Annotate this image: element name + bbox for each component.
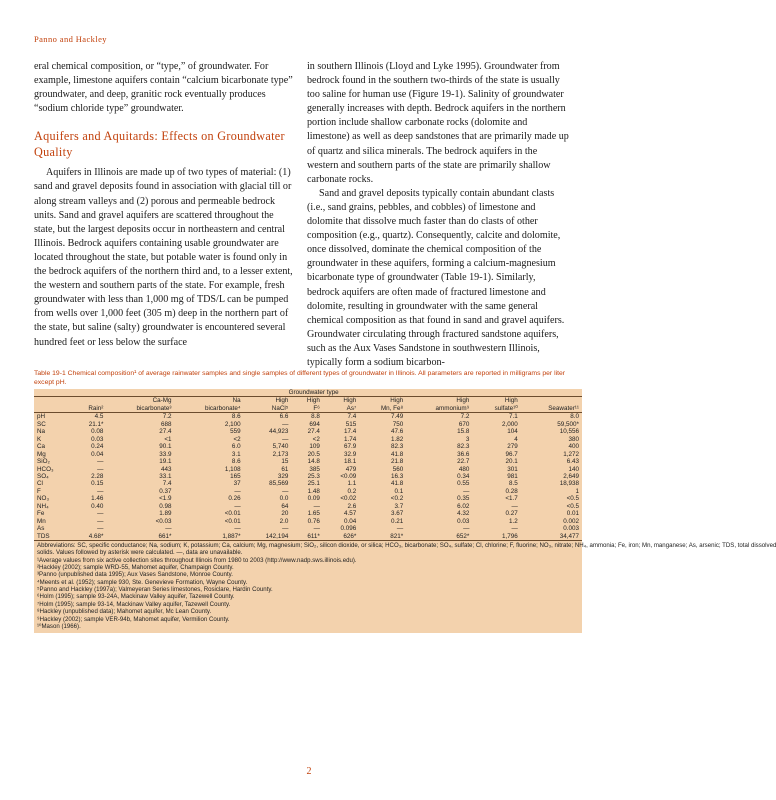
table-cell: 10,556 <box>559 428 579 436</box>
table-cell: 2.0 <box>279 517 289 525</box>
table-cell: 1,108 <box>224 465 241 473</box>
row-parameter: Fe <box>37 510 45 518</box>
table-cell: 109 <box>309 443 320 451</box>
table-cell: 67.9 <box>344 443 357 451</box>
table-cell: 18.1 <box>344 458 357 466</box>
table-cell: 2.6 <box>347 502 357 510</box>
table-cell: 6.0 <box>231 443 241 451</box>
table-cell: 0.08 <box>91 428 104 436</box>
table-cell: 6.02 <box>457 502 470 510</box>
table-cell: 7.1 <box>509 413 518 421</box>
table-cell: 15.8 <box>457 428 470 436</box>
table-cell: 2,100 <box>224 420 241 428</box>
table-cell: 6.43 <box>566 458 579 466</box>
table-cell: 20.5 <box>307 450 320 458</box>
table-cell: 33.9 <box>159 450 172 458</box>
table-note: ⁹Hackley (2002); sample VER-94b, Mahomet aquifer, Vermilion County. <box>37 615 230 623</box>
table-cell: 0.2 <box>347 487 357 495</box>
table-cell: 1,272 <box>563 450 579 458</box>
table-row <box>34 421 582 428</box>
table-cell: 36.6 <box>457 450 470 458</box>
table-cell: 4.32 <box>457 510 470 518</box>
row-parameter: pH <box>37 413 46 421</box>
table-cell: 0.37 <box>159 487 172 495</box>
table-cell: 479 <box>345 465 357 473</box>
table-cell: 443 <box>161 465 172 473</box>
table-cell: 165 <box>230 472 241 480</box>
table-cell: 1.46 <box>91 495 104 503</box>
table-cell: 33.1 <box>159 472 172 480</box>
table-cell: 82.3 <box>390 443 404 451</box>
table-cell: 400 <box>568 443 579 451</box>
row-parameter: SO₄ <box>37 472 49 480</box>
table-cell: 0.98 <box>159 502 172 510</box>
column-header: High <box>504 397 518 405</box>
table-cell: 7.2 <box>460 413 470 421</box>
table-cell: 2.28 <box>91 472 104 480</box>
column-header: Na <box>232 397 241 405</box>
table-cell: — <box>313 525 320 533</box>
header-row-1 <box>34 397 582 405</box>
table-row <box>34 533 582 541</box>
table-cell: 47.6 <box>390 428 404 436</box>
table-cell: — <box>396 525 404 533</box>
table-cell: 0.003 <box>563 525 579 533</box>
column-header: High <box>343 397 357 405</box>
table-cell: <1.7 <box>505 495 518 503</box>
table-cell: 652* <box>406 533 472 541</box>
table-cell: — <box>97 487 104 495</box>
table-cell: <0.01 <box>224 510 241 518</box>
table-cell: — <box>97 510 104 518</box>
section-heading: Aquifers and Aquitards: Effects on Groundwater Quality <box>34 129 285 160</box>
table-cell: 32.9 <box>344 450 357 458</box>
table-cell: 626* <box>323 533 359 541</box>
table-cell: 0.002 <box>563 517 579 525</box>
right-paragraph-2: Sand and gravel deposits typically contain abundant clasts (i.e., sand grains, pebbles, and cobbles) of limestone and dolomite that dissolve much faster than do clasts of other composition (e.g., quartz). Consequently, calcite and dolomite, once dissolved, dominate the chemical composition of the groundwater in these aquifers, forming a calcium-magnesium bicarbonate type of groundwater (Table 19-1). Similarly, bedrock aquifers are often made of fractured limestone and dolomite, resulting in groundwater with the same general chemical composition as that found in sand and gravel aquifers. Groundwater circulating through fractured sandstone aquifers, such as the Aux Vases Sandstone in southwestern Illinois, typically form a sodium bicarbon- <box>307 187 565 368</box>
table-row <box>34 458 582 465</box>
table-cell: 611* <box>291 533 322 541</box>
running-head: Panno and Hackley <box>34 34 107 44</box>
table-cell: 750 <box>392 420 404 428</box>
table-cell: 515 <box>345 420 357 428</box>
table-cell: 0.76 <box>307 517 320 525</box>
table-cell: 25.1 <box>307 480 320 488</box>
group-header: Groundwater type <box>106 389 520 397</box>
table-cell: 3.67 <box>390 510 404 518</box>
table-cell: <0.09 <box>340 472 357 480</box>
table-cell: 18,938 <box>559 480 579 488</box>
table-cell: 0.01 <box>566 510 579 518</box>
column-header: As⁷ <box>323 405 359 413</box>
table-cell: 385 <box>309 465 320 473</box>
table-note: ¹⁰Mason (1966). <box>37 622 81 630</box>
column-header: Rain² <box>71 405 106 413</box>
table-cell: 142,194 <box>244 533 292 541</box>
table-row <box>34 488 582 495</box>
table-cell: 3.7 <box>394 502 404 510</box>
table-cell: 7.4 <box>347 413 357 421</box>
table-cell: 5,740 <box>272 443 289 451</box>
table-cell: 0.40 <box>91 502 104 510</box>
table-cell: 1.48 <box>307 487 320 495</box>
table-cell: 104 <box>507 428 518 436</box>
table-notes <box>34 541 776 633</box>
table-cell: 559 <box>230 428 241 436</box>
table-cell: 3.1 <box>231 450 241 458</box>
group-header-row <box>34 389 582 397</box>
column-header: High <box>275 397 289 405</box>
table-cell: 0.03 <box>91 435 104 443</box>
table-row <box>34 451 582 458</box>
table-cell: 560 <box>392 465 404 473</box>
row-parameter: Mg <box>37 450 46 458</box>
table-cell: 41.8 <box>390 480 404 488</box>
table-cell: 1.2 <box>509 517 518 525</box>
table-cell: — <box>165 525 172 533</box>
table-note: ⁸Hackley (unpublished data); Mahomet aquifer, Mc Lean County. <box>37 608 212 616</box>
table-note: ⁵Panno and Hackley (1997a); Valmeyeran Series limestones, Rosiclare, Hardin County. <box>37 586 273 594</box>
table-cell: <1.9 <box>159 495 172 503</box>
table-cell: <2 <box>312 435 320 443</box>
table-cell: 21.1* <box>88 420 104 428</box>
table-cell: <0.02 <box>340 495 357 503</box>
table-cell: 4.57 <box>344 510 357 518</box>
table-cell: 0.0 <box>279 495 289 503</box>
table-cell: 821* <box>359 533 406 541</box>
table-cell: 0.15 <box>91 480 104 488</box>
table-cell: 1.1 <box>347 480 357 488</box>
table-cell: 688 <box>161 420 172 428</box>
table-cell: — <box>97 458 104 466</box>
table-cell: 0.03 <box>457 517 470 525</box>
table-cell: — <box>511 502 518 510</box>
table-cell: 20 <box>281 510 289 518</box>
row-parameter: NO₃ <box>37 495 50 503</box>
column-header: sulfate¹⁰ <box>472 405 520 413</box>
row-parameter: Na <box>37 428 46 436</box>
table-cell: 37 <box>233 480 241 488</box>
table-cell: 140 <box>568 465 579 473</box>
row-parameter: HCO₃ <box>37 465 54 473</box>
table-cell: 0.35 <box>457 495 470 503</box>
table-rows <box>34 413 582 541</box>
table-cell: 14.8 <box>307 458 320 466</box>
table-cell: — <box>282 435 289 443</box>
column-header: Ca-Mg <box>152 397 172 405</box>
table-cell: 694 <box>309 420 320 428</box>
table-row <box>34 510 582 517</box>
table-note: Abbreviations: SC, specific conductance; Na, sodium; K, potassium; Ca, calcium; Mg, magnesium; SiO₂, silicon dioxide, or silica; HCO₃, bicarbonate; SO₄, sulfate; Cl, chlorine; F, fluorine; NO₃, nitrate; NH₄, ammonia; Fe, iron; Mn, manganese; As, arsenic; TDS, total dissolved <box>37 542 776 550</box>
column-header: High <box>306 397 320 405</box>
table-cell: <0.5 <box>566 502 579 510</box>
table-cell: 0.1 <box>394 487 404 495</box>
table-note: ⁷Holm (1995); sample 93-14, Mackinaw Valley aquifer, Tazewell County. <box>37 600 231 608</box>
table-row <box>34 466 582 473</box>
row-parameter: Cl <box>37 480 43 488</box>
table-cell: 0.21 <box>390 517 404 525</box>
table-cell: — <box>463 525 470 533</box>
table-cell: 19.1 <box>159 458 172 466</box>
row-parameter: SC <box>37 420 46 428</box>
column-header: ammonium⁹ <box>406 405 472 413</box>
table-cell: <1 <box>164 435 172 443</box>
table-cell: 27.4 <box>307 428 320 436</box>
row-parameter: Mn <box>37 517 46 525</box>
table-cell: 90.1 <box>159 443 172 451</box>
data-table <box>34 389 582 541</box>
table-cell: 44,923 <box>269 428 289 436</box>
table-note: ³Panno (unpublished data 1995); Aux Vases Sandstone, Monroe County. <box>37 571 233 579</box>
left-paragraph-2: Aquifers in Illinois are made up of two types of material: (1) sand and gravel deposits found in association with glacial till or along stream valleys and (2) porous and permeable bedrock units. Sand and gravel aquifers are scattered throughout the state, but the largest deposits occur in northeastern and central Illinois. Bedrock aquifers containing usable groundwater are located throughout the state, but potable water is found only in the bedrock aquifers of the northern third and, to a lesser extent, the western and southern parts of the state. For example, fresh groundwater with less than 1,000 mg of TDS/L can be pumped from wells over 1,000 feet (305 m) deep in the northern part of the state, but saline (salty) groundwater is encountered several hundred feet or less below the surface <box>34 167 293 348</box>
table-cell: 2,649 <box>563 472 579 480</box>
table-cell: 0.09 <box>307 495 320 503</box>
table-cell: 670 <box>458 420 470 428</box>
table-cell: 1.65 <box>307 510 320 518</box>
table-cell: 0.04 <box>91 450 104 458</box>
table-row <box>34 473 582 480</box>
table-cell: — <box>97 465 104 473</box>
row-parameter: NH₄ <box>37 502 49 510</box>
table-cell: 27.4 <box>159 428 172 436</box>
table-note: ²Hackley (2002); sample WRD-55, Mahomet aquifer, Champaign County. <box>37 564 234 572</box>
table-cell: 3 <box>465 435 470 443</box>
table-cell: 59,500* <box>557 420 579 428</box>
table-cell: <0.5 <box>566 495 579 503</box>
column-header: bicarbonate⁴ <box>175 405 244 413</box>
table-body-panel <box>34 389 776 633</box>
table-cell: — <box>282 420 289 428</box>
table-note: ⁶Holm (1995); sample 93-24A, Mackinaw Valley aquifer, Tazewell County. <box>37 593 235 601</box>
table-cell: 981 <box>507 472 518 480</box>
table-cell: 8.6 <box>231 413 241 421</box>
table-row <box>34 495 582 502</box>
page-number: 2 <box>306 766 312 777</box>
table-cell: <0.2 <box>390 495 404 503</box>
table-cell: <2 <box>233 435 241 443</box>
table-cell: — <box>97 517 104 525</box>
table-cell: 82.3 <box>457 443 470 451</box>
table-cell: <0.01 <box>224 517 241 525</box>
table-row <box>34 525 582 532</box>
table-cell: <0.03 <box>155 517 172 525</box>
table-cell: 2,173 <box>272 450 289 458</box>
row-parameter: As <box>37 525 45 533</box>
table-cell: — <box>282 487 289 495</box>
table-cell: 1.82 <box>390 435 404 443</box>
table-row <box>34 480 582 487</box>
column-header: High <box>390 397 404 405</box>
left-column <box>34 60 296 350</box>
table-cell: 0.34 <box>457 472 470 480</box>
left-paragraph-1: eral chemical composition, or “type,” of groundwater. For example, limestone aquifers contain “calcium bicarbonate type” groundwater, and deep, granitic rock eventually produces “sodium chloride type” groundwater. <box>34 61 293 115</box>
table-cell: 96.7 <box>505 450 518 458</box>
table-row <box>34 443 582 450</box>
table-cell: 85,569 <box>269 480 289 488</box>
table-cell: 301 <box>507 465 518 473</box>
table-cell: 8.8 <box>311 413 320 421</box>
table-cell: 8.6 <box>231 458 241 466</box>
table-cell: 2,000 <box>502 420 518 428</box>
table-row <box>34 503 582 510</box>
right-column <box>307 60 569 370</box>
table-cell: 25.3 <box>307 472 320 480</box>
table-note: solids. Values followed by asterisk were calculated. —, data are unavailable. <box>37 549 243 557</box>
row-parameter: SiO₂ <box>37 458 50 466</box>
table-cell: — <box>97 525 104 533</box>
row-parameter: TDS <box>34 533 71 541</box>
table-caption: Table 19-1 Chemical composition¹ of average rainwater samples and single samples of different types of groundwater in Illinois. All parameters are reported in milligrams per liter except pH. <box>34 370 566 386</box>
table-cell: 64 <box>281 502 289 510</box>
table-cell: 15 <box>281 458 289 466</box>
table-cell: 22.7 <box>457 458 470 466</box>
table-cell: 0.04 <box>344 517 357 525</box>
row-parameter: Ca <box>37 443 46 451</box>
column-header: F⁶ <box>291 405 322 413</box>
right-paragraph-1: in southern Illinois (Lloyd and Lyke 1995). Groundwater from bedrock found in the southern two-thirds of the state is usually too saline for human use (Figure 19-1). Salinity of groundwater generally increases with depth. Bedrock aquifers in the northern portion include shallow carbonate rocks (dolomite and limestone) as well as deep sandstones that are primarily made up of quartz and silica minerals. The bedrock aquifers in the western and southern parts of the state are primarily shallow carbonate rocks. <box>307 61 569 185</box>
table-cell: 7.49 <box>390 413 404 421</box>
table-cell: 7.2 <box>162 413 172 421</box>
column-header: Seawater¹¹ <box>521 405 582 413</box>
table-cell: 7.4 <box>162 480 172 488</box>
table-cell: 661* <box>106 533 174 541</box>
column-header: bicarbonate³ <box>106 405 174 413</box>
table-cell: 17.4 <box>344 428 357 436</box>
row-parameter: F <box>37 487 41 495</box>
table-cell: 0.55 <box>457 480 470 488</box>
table-cell: 0.096 <box>340 525 357 533</box>
table-row <box>34 413 582 421</box>
table-row <box>34 436 582 443</box>
table-cell: 8.0 <box>570 413 579 421</box>
table-note: ⁴Meents et al. (1952); sample 930, Ste. Genevieve Formation, Wayne County. <box>37 578 248 586</box>
column-header: NaCl⁵ <box>244 405 292 413</box>
table-cell: 279 <box>507 443 518 451</box>
table-cell: 8.5 <box>509 480 518 488</box>
table-row <box>34 428 582 435</box>
table-cell: 1.89 <box>159 510 172 518</box>
table-note: ¹Average values from six active collection sites throughout Illinois from 1980 to 2003 (http://www.nadp.sws.illinois.edu). <box>37 556 357 564</box>
table-cell: 6.6 <box>279 413 289 421</box>
table-cell: — <box>511 525 518 533</box>
table-cell: 41.8 <box>390 450 404 458</box>
table-cell: — <box>234 502 241 510</box>
table-row <box>34 518 582 525</box>
table-cell: 1,796 <box>472 533 520 541</box>
table-cell: 380 <box>568 435 579 443</box>
column-header: High <box>456 397 470 405</box>
table-cell: 1,887* <box>175 533 244 541</box>
table-cell: 4 <box>514 435 518 443</box>
table-cell: — <box>313 502 320 510</box>
table-cell: 16.3 <box>390 472 404 480</box>
table-cell: 329 <box>277 472 289 480</box>
row-parameter: K <box>37 435 42 443</box>
table-cell: 4.5 <box>94 413 104 421</box>
table-cell: 1 <box>575 487 579 495</box>
table-cell: 34,477 <box>521 533 582 541</box>
table-cell: 0.27 <box>505 510 518 518</box>
table-cell: 1.74 <box>344 435 357 443</box>
table-cell: 20.1 <box>505 458 518 466</box>
table-19-1 <box>34 370 776 633</box>
column-header: Mn, Fe⁸ <box>359 405 406 413</box>
table-cell: 21.8 <box>390 458 404 466</box>
table-cell: 480 <box>458 465 470 473</box>
table-cell: — <box>234 525 241 533</box>
table-cell: 0.26 <box>228 495 241 503</box>
table-cell: — <box>282 525 289 533</box>
header-row-2 <box>34 405 582 413</box>
table-cell: 0.24 <box>91 443 104 451</box>
table-cell: 0.28 <box>505 487 518 495</box>
table-cell: — <box>463 487 470 495</box>
table-cell: 4.68* <box>71 533 106 541</box>
table-cell: — <box>234 487 241 495</box>
table-cell: 61 <box>281 465 289 473</box>
